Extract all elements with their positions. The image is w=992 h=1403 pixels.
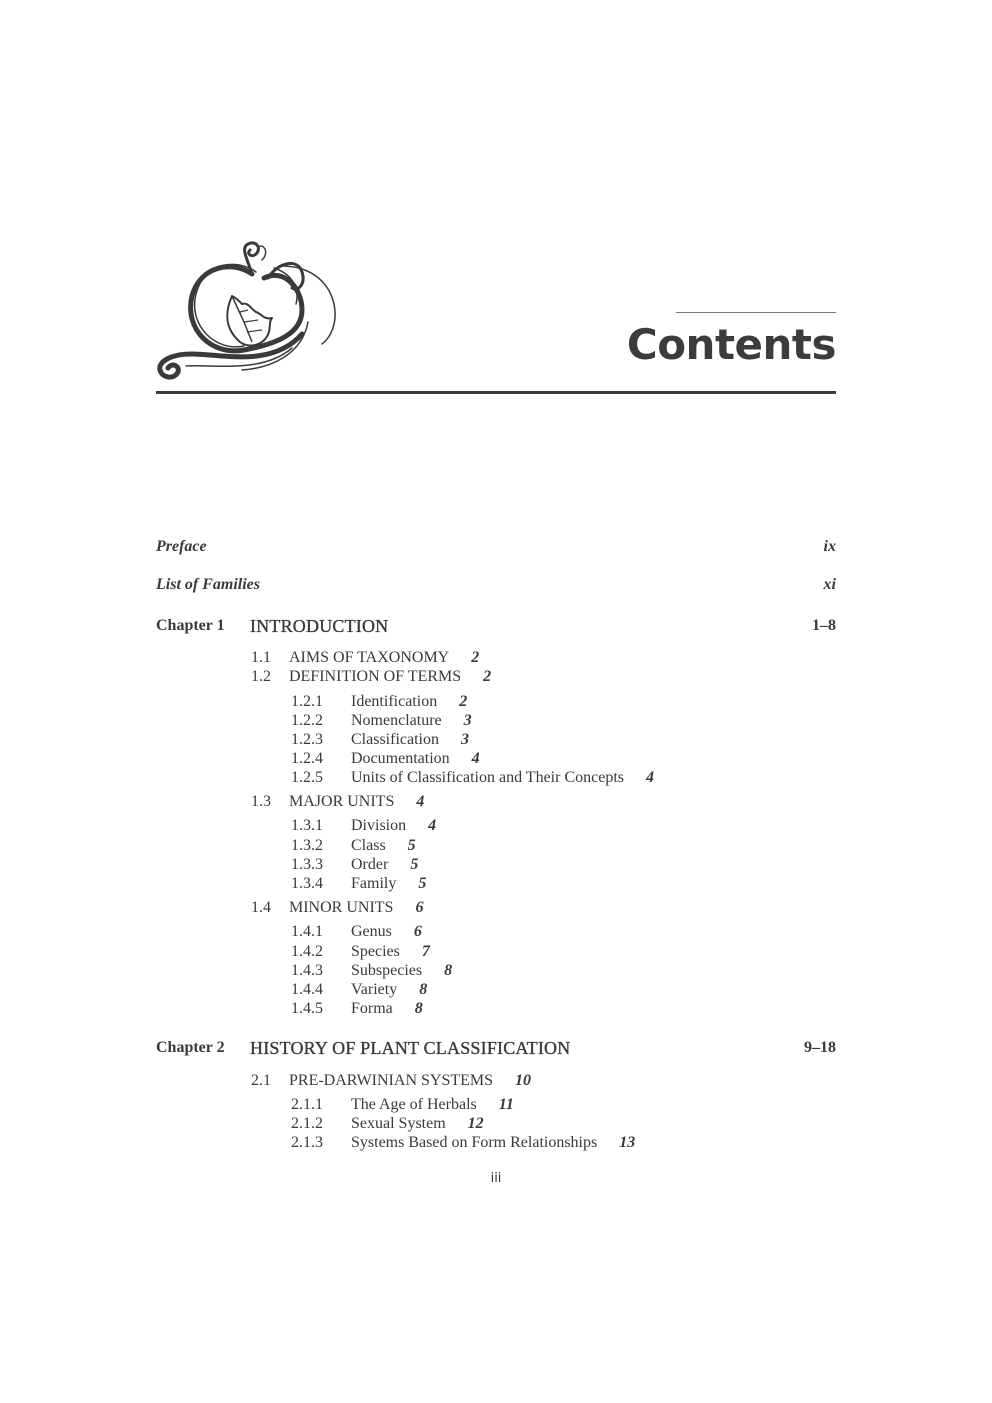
- toc-subsection: [291, 924, 422, 940]
- toc-section: [251, 1073, 531, 1089]
- section-page: 2: [483, 668, 492, 685]
- leaf-ornament-icon: [152, 238, 342, 384]
- toc-chapter-1: [156, 618, 836, 634]
- toc-section: [251, 794, 424, 810]
- chapter-label: Chapter 2: [156, 1039, 225, 1056]
- section-number: 1.4: [251, 899, 271, 916]
- toc-subsection: [291, 1116, 484, 1132]
- subsection-page: 12: [467, 1115, 484, 1132]
- toc-front-preface: [156, 539, 836, 555]
- chapter-label: Chapter 1: [156, 617, 225, 634]
- toc-subsection: [291, 818, 436, 834]
- section-page: 4: [416, 793, 425, 810]
- toc-subsection: [291, 944, 430, 960]
- subsection-number: 1.4.1: [291, 923, 323, 940]
- page-title: Contents: [626, 320, 836, 369]
- subsection-number: 1.2.4: [291, 750, 323, 767]
- subsection-page: 8: [414, 1000, 423, 1017]
- section-page: 10: [515, 1072, 532, 1089]
- subsection-title: Division: [351, 817, 407, 834]
- toc-subsection: [291, 1001, 423, 1017]
- subsection-page: 3: [460, 731, 469, 748]
- page-folio: iii: [490, 1171, 502, 1186]
- subsection-number: 1.2.5: [291, 769, 323, 786]
- section-title: MAJOR UNITS: [289, 793, 395, 810]
- chapter-pages: 1–8: [812, 617, 836, 634]
- subsection-number: 1.3.1: [291, 817, 323, 834]
- subsection-title: The Age of Herbals: [351, 1096, 477, 1113]
- section-title: PRE-DARWINIAN SYSTEMS: [289, 1072, 494, 1089]
- toc-subsection: [291, 876, 426, 892]
- subsection-title: Forma: [351, 1000, 393, 1017]
- subsection-number: 1.3.4: [291, 875, 323, 892]
- toc-subsection: [291, 838, 416, 854]
- subsection-title: Classification: [351, 731, 439, 748]
- toc-front-page: xi: [823, 576, 836, 593]
- subsection-title: Family: [351, 875, 397, 892]
- subsection-number: 1.2.3: [291, 731, 323, 748]
- subsection-number: 2.1.1: [291, 1096, 323, 1113]
- subsection-title: Genus: [351, 923, 392, 940]
- section-title: DEFINITION OF TERMS: [289, 668, 462, 685]
- subsection-page: 4: [471, 750, 480, 767]
- toc-subsection: [291, 857, 418, 873]
- section-title: MINOR UNITS: [289, 899, 394, 916]
- toc-subsection: [291, 694, 467, 710]
- subsection-number: 1.4.5: [291, 1000, 323, 1017]
- subsection-page: 13: [619, 1134, 636, 1151]
- toc-section: [251, 669, 491, 685]
- toc-subsection: [291, 1097, 514, 1113]
- title-rule: [156, 391, 836, 394]
- section-number: 2.1: [251, 1072, 271, 1089]
- toc-front-label: Preface: [156, 538, 207, 555]
- toc-subsection: [291, 732, 469, 748]
- subsection-title: Nomenclature: [351, 712, 442, 729]
- subsection-page: 8: [419, 981, 428, 998]
- subsection-title: Identification: [351, 693, 438, 710]
- chapter-pages: 9–18: [804, 1039, 836, 1056]
- subsection-title: Subspecies: [351, 962, 423, 979]
- toc-section: [251, 900, 423, 916]
- subsection-page: 11: [498, 1096, 514, 1113]
- subsection-page: 4: [646, 769, 654, 786]
- subsection-page: 6: [413, 923, 422, 940]
- section-number: 1.2: [251, 668, 271, 685]
- subsection-title: Variety: [351, 981, 398, 998]
- subsection-page: 4: [428, 817, 437, 834]
- section-number: 1.1: [251, 649, 271, 666]
- subsection-page: 3: [463, 712, 472, 729]
- subsection-page: 5: [410, 856, 419, 873]
- chapter-title: HISTORY OF PLANT CLASSIFICATION: [250, 1038, 571, 1058]
- toc-chapter-2: [156, 1040, 836, 1056]
- toc-front-label: List of Families: [156, 576, 260, 593]
- subsection-title: Systems Based on Form Relationships: [351, 1134, 598, 1151]
- subsection-title: Species: [351, 943, 400, 960]
- toc-front-list-of-families: [156, 577, 836, 593]
- subsection-title: Units of Classification and Their Concepts: [351, 769, 624, 786]
- toc-subsection: [291, 770, 654, 786]
- subsection-page: 5: [418, 875, 427, 892]
- subsection-page: 7: [421, 943, 430, 960]
- section-title: AIMS OF TAXONOMY: [289, 649, 450, 666]
- subsection-title: Class: [351, 837, 386, 854]
- subsection-title: Documentation: [351, 750, 450, 767]
- subsection-number: 1.4.2: [291, 943, 323, 960]
- subsection-page: 5: [407, 837, 416, 854]
- subsection-page: 2: [459, 693, 468, 710]
- title-rule-short: [676, 312, 836, 313]
- subsection-page: 8: [444, 962, 453, 979]
- subsection-number: 1.4.3: [291, 962, 323, 979]
- subsection-number: 1.2.1: [291, 693, 323, 710]
- toc-subsection: [291, 713, 472, 729]
- toc-section: [251, 650, 479, 666]
- section-page: 6: [415, 899, 424, 916]
- chapter-title: INTRODUCTION: [250, 616, 389, 636]
- toc-subsection: [291, 1135, 635, 1151]
- subsection-title: Sexual System: [351, 1115, 446, 1132]
- subsection-number: 1.3.3: [291, 856, 323, 873]
- toc-subsection: [291, 963, 452, 979]
- toc-subsection: [291, 982, 427, 998]
- subsection-number: 2.1.2: [291, 1115, 323, 1132]
- subsection-number: 2.1.3: [291, 1134, 323, 1151]
- toc-front-page: ix: [823, 538, 836, 555]
- subsection-number: 1.4.4: [291, 981, 323, 998]
- section-number: 1.3: [251, 793, 271, 810]
- subsection-number: 1.2.2: [291, 712, 323, 729]
- section-page: 2: [471, 649, 480, 666]
- subsection-title: Order: [351, 856, 389, 873]
- subsection-number: 1.3.2: [291, 837, 323, 854]
- toc-subsection: [291, 751, 480, 767]
